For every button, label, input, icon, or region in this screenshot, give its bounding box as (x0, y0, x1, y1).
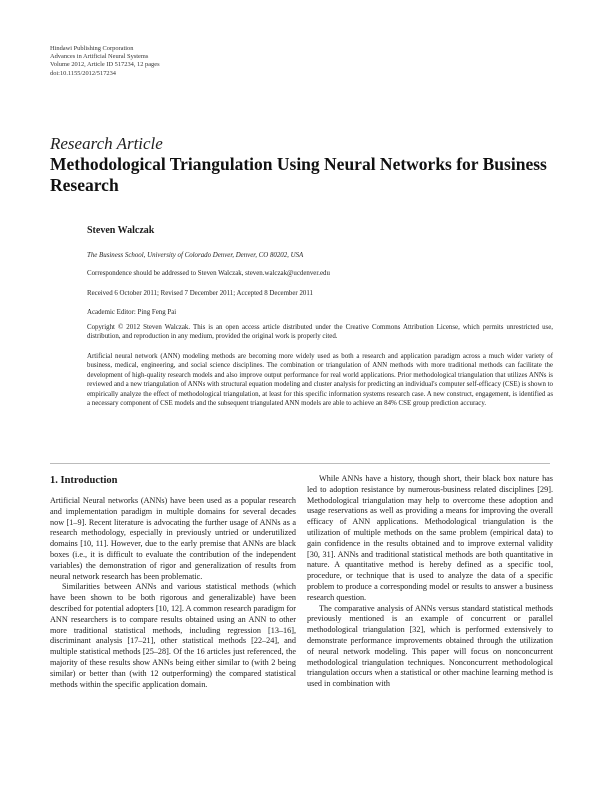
article-type: Research Article (50, 134, 163, 153)
copyright-notice: Copyright © 2012 Steven Walczak. This is an open access article distributed under the Creative Commons Attribution License, which permits unrestricted use, distribution, and reproduction in any medium, provided the original work is properly cited. (87, 324, 553, 341)
left-column (50, 474, 296, 690)
journal-name: Advances in Artificial Neural Systems (50, 53, 149, 61)
publisher-line: Hindawi Publishing Corporation (50, 45, 134, 52)
received-dates: Received 6 October 2011; Revised 7 December 2011; Accepted 8 December 2011 (87, 290, 313, 297)
journal-header (50, 45, 160, 78)
academic-editor: Academic Editor: Ping Feng Pai (87, 309, 177, 316)
paragraph: Similarities between ANNs and various statistical methods (which have been shown to be both rigorous and generalizable) have been described for potential adopters [10, 12]. A common research paradigm for ANN researchers is to compare results obtained using an ANN to other more traditional statistical methods, including regression [13–16], discriminant analysis [17–21], other statistical methods [22–24], and multiple statistical methods [25–28]. Of the 16 articles just referenced, the majority of these results show ANNs being either similar to (with 2 being similar) or better than (with 12 outperforming) the compared statistical methods within the specific application domain. (50, 582, 296, 689)
volume-info: Volume 2012, Article ID 517234, 12 pages (50, 61, 160, 69)
paragraph: Artificial Neural networks (ANNs) have been used as a popular research and implementation paradigm in multiple domains for several decades now [1–9]. Recent literature is advocating the further usage of ANNs as a research methodology, especially in previously untried or underutilized domains [10, 11]. However, due to the early premise that ANNs are black boxes (i.e., it is difficult to evaluate the contribution of the independent variables) the demonstration of rigor and generalization of results from neural network research has been problematic. (50, 496, 296, 581)
right-column (307, 474, 553, 690)
paragraph: While ANNs have a history, though short, their black box nature has led to adoption resistance by numerous-business related disciplines [29]. Methodological triangulation may help to overcome these adoption and usage reservations as well as providing a means for improving the overall efficacy of ANN applications. Methodological triangulation is the utilization of multiple methods on the same problem (empirical data) to gain confidence in the results obtained and to improve external validity [30, 31]. ANNs and traditional statistical methods are both quantitative in nature. A quantitative method is hereby defined as a specific tool, procedure, or technique that is used to analyze the data of a specific problem to produce a corresponding model or results to answer a business research question. (307, 474, 553, 602)
section-divider (50, 463, 550, 464)
section-heading: 1. Introduction (50, 475, 118, 486)
correspondence: Correspondence should be addressed to Steven Walczak, steven.walczak@ucdenver.edu (87, 270, 330, 277)
abstract: Artificial neural network (ANN) modeling methods are becoming more widely used as both a research and application paradigm across a much wider variety of business, medical, engineering, and social science disciplines. The combination or triangulation of ANN methods with more traditional methods can facilitate the development of high-quality research models and also improve output performance for real world applications. Prior methodological triangulation that utilizes ANNs is reviewed and a new triangulation of ANNs with structural equation modeling and cluster analysis for predicting an individual's computer self-efficacy (CSE) is shown to empirically analyze the effect of methodological triangulation, at least for this specific information systems research case. A new construct, engagement, is identified as a necessary component of CSE models and the subsequent triangulated ANN models are able to achieve an 84% CSE group prediction accuracy. (87, 353, 553, 408)
author-name: Steven Walczak (87, 225, 155, 236)
paper-title: Methodological Triangulation Using Neural Networks for Business Research (50, 154, 547, 195)
paragraph: The comparative analysis of ANNs versus standard statistical methods previously mentioned is an example of concurrent or parallel methodological triangulation [32], which is performed extensively to demonstrate performance improvements obtained through the utilization of neural network modeling. This paper will focus on nonconcurrent methodological triangulation techniques. Nonconcurrent methodological triangulation occurs when a statistical or other machine learning method is used in combination with (307, 603, 553, 689)
affiliation: The Business School, University of Colorado Denver, Denver, CO 80202, USA (87, 252, 304, 259)
doi-line: doi:10.1155/2012/517234 (50, 69, 116, 77)
